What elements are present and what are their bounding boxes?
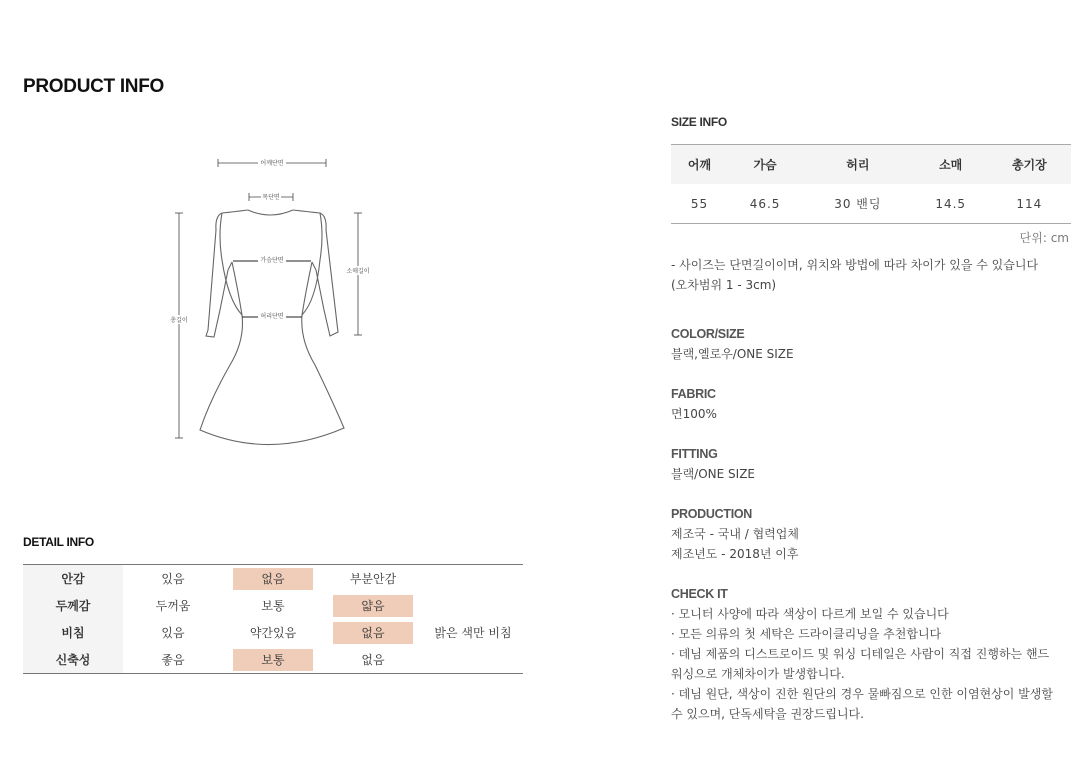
detail-option: 없음	[361, 652, 385, 667]
detail-option: 부분안감	[349, 571, 397, 586]
detail-row-label: 안감	[23, 565, 123, 593]
table-row	[23, 646, 523, 674]
size-note	[671, 255, 1076, 295]
size-header: 허리	[802, 145, 914, 185]
table-row	[671, 184, 1071, 224]
detail-option	[433, 566, 513, 588]
section-heading: COLOR/SIZE	[671, 327, 745, 341]
detail-option	[433, 593, 513, 615]
size-value: 55	[690, 196, 709, 211]
size-unit: 단위: cm	[1019, 231, 1069, 245]
shoulder-label: 어깨단면	[260, 160, 284, 167]
check-line: · 모든 의류의 첫 세탁은 드라이클리닝을 추천합니다	[671, 627, 942, 641]
dress-size-diagram	[160, 150, 380, 460]
fitting-section	[671, 444, 1081, 484]
section-value: 제조년도 - 2018년 이후	[671, 547, 799, 561]
size-value: 114	[1016, 196, 1043, 211]
check-line: · 데님 제품의 디스트로이드 및 워싱 디테일은 사람이 직접 진행하는 핸드	[671, 647, 1050, 661]
table-row	[23, 592, 523, 619]
check-line: · 데님 원단, 색상이 진한 원단의 경우 물빠짐으로 인한 이염현상이 발생할	[671, 687, 1053, 701]
table-header-row	[671, 145, 1071, 185]
size-value: 14.5	[935, 196, 967, 211]
section-heading: CHECK IT	[671, 587, 728, 601]
detail-option-selected: 없음	[233, 568, 313, 590]
check-line: 수 있으며, 단독세탁을 권장드립니다.	[671, 707, 864, 721]
check-it-section	[671, 584, 1081, 724]
size-header: 소매	[914, 145, 988, 185]
detail-info-table	[23, 564, 523, 674]
detail-option-selected: 얇음	[333, 595, 413, 617]
size-note-line: (오차범위 1 - 3cm)	[671, 278, 777, 292]
page-title: PRODUCT INFO	[23, 76, 165, 97]
detail-option-selected: 보통	[233, 649, 313, 671]
detail-option-selected: 없음	[333, 622, 413, 644]
section-value: 면100%	[671, 407, 717, 421]
section-heading: PRODUCTION	[671, 507, 753, 521]
sleeve-label: 소매길이	[346, 268, 370, 275]
size-header: 어깨	[671, 145, 728, 185]
table-row	[23, 619, 523, 646]
length-label: 총길이	[170, 317, 188, 324]
section-value: 블랙/ONE SIZE	[671, 467, 756, 481]
detail-row-label: 두께감	[23, 592, 123, 619]
size-value: 30 밴딩	[834, 197, 882, 211]
fabric-section	[671, 384, 1081, 424]
detail-row-label: 비침	[23, 619, 123, 646]
waist-label: 허리단면	[260, 313, 284, 320]
dress-sketch	[160, 150, 380, 460]
color-size-section	[671, 324, 1081, 364]
detail-row-label: 신축성	[23, 646, 123, 674]
chest-label: 가슴단면	[260, 257, 284, 264]
detail-option	[433, 647, 513, 669]
size-note-line: - 사이즈는 단면길이이며, 위치와 방법에 따라 차이가 있을 수 있습니다	[671, 258, 1039, 272]
detail-option: 밝은 색만 비침	[434, 625, 512, 640]
table-row	[23, 565, 523, 593]
section-heading: FITTING	[671, 447, 718, 461]
section-value: 블랙,옐로우/ONE SIZE	[671, 347, 794, 361]
production-section	[671, 504, 1081, 564]
size-info-title: SIZE INFO	[671, 115, 727, 129]
detail-option: 두꺼움	[155, 598, 191, 613]
size-value: 46.5	[749, 196, 781, 211]
detail-option: 있음	[161, 625, 185, 640]
size-header: 총기장	[988, 145, 1071, 185]
detail-option: 약간있음	[249, 625, 297, 640]
detail-option: 좋음	[161, 652, 185, 667]
section-heading: FABRIC	[671, 387, 716, 401]
section-value: 제조국 - 국내 / 협력업체	[671, 527, 799, 541]
check-line: · 모니터 사양에 따라 색상이 다르게 보일 수 있습니다	[671, 607, 949, 621]
size-info-table	[671, 144, 1071, 224]
detail-option: 있음	[161, 571, 185, 586]
detail-info-title: DETAIL INFO	[23, 535, 94, 549]
check-line: 워싱으로 개체차이가 발생합니다.	[671, 667, 845, 681]
neck-label: 목단면	[262, 194, 280, 201]
detail-option: 보통	[261, 598, 285, 613]
size-header: 가슴	[728, 145, 802, 185]
